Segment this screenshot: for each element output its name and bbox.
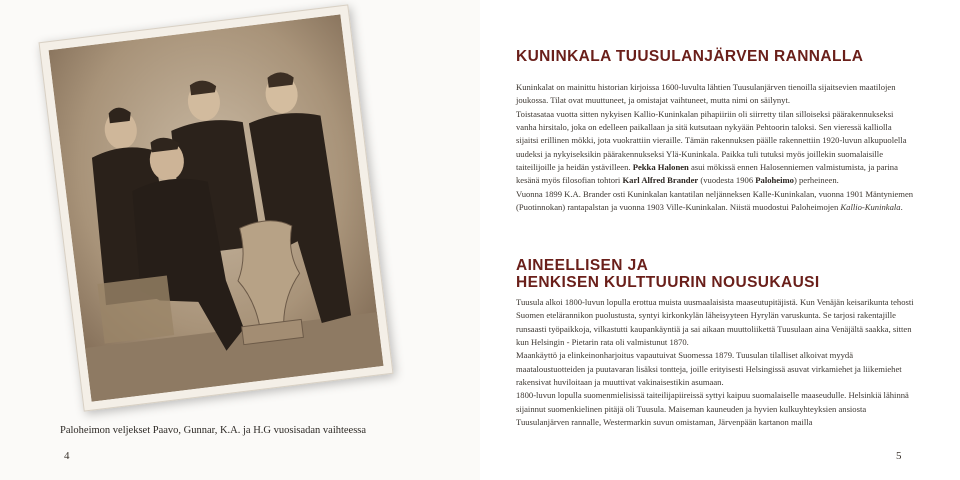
paragraph — [516, 188, 916, 215]
paragraph: 1800-luvun lopulla suomenmielisissä taiteilijapiireissä syttyi kaipuu suomalaiselle maaseudulle. Helsinkiä lähinnä sijainnut suomenkielinen pitäjä oli Tuusula. Maiseman kauneuden ja hyvien kulkuyhteyksien ansiosta Tuusulanjärven rannalle, Westermarkin suvun omistaman, Järvenpään kartanon mailla — [516, 390, 909, 428]
section-heading-kuninkala: KUNINKALA TUUSULANJÄRVEN RANNALLA — [516, 48, 864, 65]
paragraph: Maankäyttö ja elinkeinonharjoitus vapautuivat Suomessa 1879. Tuusulan tilalliset alkoivat myydä maataloustuotteiden ja puutavaran lisäksi tontteja, joille erityisesti Helsingissä asuvat virkamiehet ja liikemiehet rakensivat huviloitaan ja muuttivat vakinaisestikin asumaan. — [516, 350, 902, 388]
paragraph — [516, 108, 916, 188]
photo-four-brothers-image — [49, 14, 384, 401]
heading-line: HENKISEN KULTTUURIN NOUSUKAUSI — [516, 274, 820, 291]
text-run: Vuonna 1899 K.A. Brander osti Kuninkalan kantatilan neljänneksen Kalle-Kuninkalan, vuonna 1901 Mäntyniemen (Puotinnokan) rantapalstan ja vuonna 1903 Ville-Kuninkalan. Niistä muodostui Paloheimojen — [516, 188, 914, 213]
paragraph: Kuninkalat on mainittu historian kirjoissa 1600-luvulta lähtien Tuusulanjärven tienoilla sijaitsevien maatilojen joukossa. Tilat ovat muuttuneet, ja omistajat vaihtuneet, mutta nimi on säilynyt. — [516, 82, 896, 106]
page-number-right: 5 — [896, 450, 902, 462]
section-body-nousukausi — [516, 296, 916, 429]
text-run: asui mökissä ennen Halosenniemen valmistumista, ja parina kesänä myös filosofian tohtori — [516, 162, 898, 186]
text-run: Toistasataa vuotta sitten nykyisen Kallio-Kuninkalan pihapiiriin oli siirretty tilan silloiseksi päärakennukseksi vanha hirsitalo, joka on edelleen paikallaan ja sitä kutsutaan nykyään Pehtoorin taloksi. Sen vieressä kalliolla sijaitsi erillinen mökki, jota vuokrattiin vieraille. Tämän rakennuksen päälle rakennettiin 1920-luvun alkupuolella uudeksi ja nykyiseksikin päärakennukseksi Ylä-Kuninkala. Paikka tuli tutuksi myös joillekin suomalaisille taiteilijoille ja heidän ystävilleen. — [516, 108, 907, 173]
bold-name: Pekka Halonen — [632, 162, 689, 173]
section-body-kuninkala — [516, 81, 916, 214]
paragraph: Tuusula alkoi 1800-luvun lopulla erottua muista uusmaalaisista maaseutupitäjistä. Kun Venäjän keisarikunta tehosti Suomen etelärannikon puolustusta, syntyi kirkonkylän läheisyyteen Hyrylän varuskunta. Se tarjosi rakentajille runsaasti työpaikkoja, vilkastutti kaupankäyntiä ja sai aikaan muuttoliikettä Tuusulaan aina Venäjältä saakka, sitten kun Helsingin - Pietarin rata oli valmistunut 1870. — [516, 297, 914, 348]
italic-name: Kallio-Kuninkala — [840, 202, 901, 213]
bold-name: Paloheimo — [755, 175, 794, 186]
page-number-left: 4 — [64, 450, 70, 462]
heading-line: AINEELLISEN JA — [516, 257, 649, 274]
photo-caption: Paloheimon veljekset Paavo, Gunnar, K.A. ja H.G vuosisadan vaihteessa — [60, 425, 367, 436]
historical-photograph — [38, 4, 393, 411]
bold-name: Karl Alfred Brander — [622, 175, 699, 186]
section-heading-nousukausi — [516, 257, 916, 291]
text-run: . — [900, 202, 903, 213]
text-run: ) perheineen. — [793, 175, 839, 186]
text-run: (vuodesta 1906 — [700, 175, 754, 186]
